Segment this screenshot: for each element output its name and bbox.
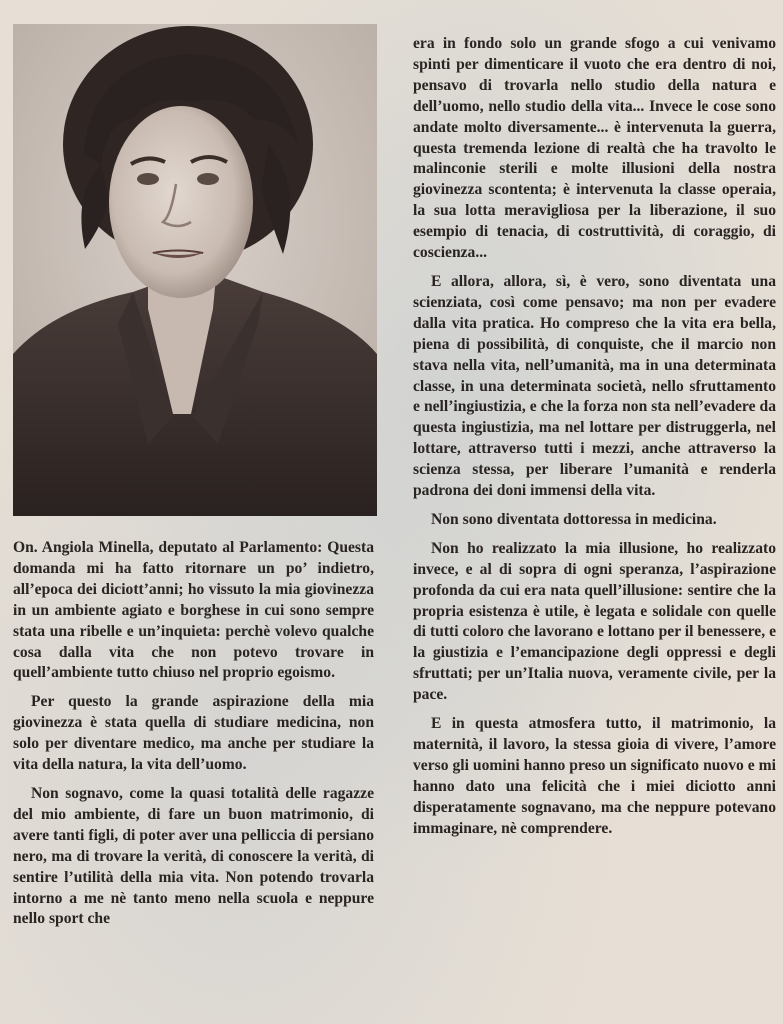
paragraph: Non sognavo, come la quasi totalità delle ragazze del mio ambiente, di fare un buon matrimonio, di avere tanti figli, di poter aver una pelliccia di persiano nero, ma di trovare la verità, di conoscere la verità, di sentire l’utilità della mia vita. Non potendo trovarla intorno a me nè tanto meno nella scuola e neppure nello sport che [13,784,374,928]
paragraph: Per questo la grande aspirazione della mia giovinezza è stata quella di studiare medicina, non solo per diventare medico, ma anche per studiare la vita della natura, la vita dell’uomo. [13,693,374,774]
paragraph: Non sono diventata dottoressa in medicina. [431,510,717,528]
portrait-photo [13,24,377,516]
paragraph: E in questa atmosfera tutto, il matrimonio, la maternità, il lavoro, la stessa gioia di vivere, l’amore verso gli uomini hanno preso un significato nuovo e mi hanno dato una felicità che i miei diciotto anni disperatamente sognavano, ma che neppure potevano immaginare, nè comprendere. [413,715,776,837]
article-right-column [413,34,776,848]
article-left-column [13,538,374,938]
paragraph: era in fondo solo un grande sfogo a cui venivamo spinti per dimenticare il vuoto che era dentro di noi, pensavo di trovarla nello studio della natura e dell’uomo, nello studio della vita... Invece le cose sono andate molto diversamente... è intervenuta la guerra, questa tremenda lezione di realtà che ha travolto le malinconie sterili e molte illusioni della nostra giovinezza scontenta; è intervenuta la classe operaia, la sua lotta meravigliosa per la liberazione, il suo esempio di tenacia, di costruttività, di coraggio, di coscienza... [413,35,776,262]
paragraph: On. Angiola Minella, deputato al Parlamento: Questa domanda mi ha fatto ritornare un po’ indietro, all’epoca dei diciott’anni; ho vissuto la mia giovinezza in un ambiente agiato e borghese in cui sono sempre stata una ribelle e un’inquieta: perchè volevo qualche cosa dalla vita che non potevo trovare in quell’ambiente tutto chiuso nel proprio egoismo. [13,539,374,682]
paragraph: E allora, allora, sì, è vero, sono diventata una scienziata, così come pensavo; ma non per evadere dalla vita pratica. Ho compreso che la vita era bella, piena di possibilità, di conquiste, che il marcio non stava nella vita, nell’umanità, ma in una determinata classe, in una determinata società, nello sfruttamento e nell’ingiustizia, e che la forza non sta nell’evadere da questa ingiustizia, ma nel lottare per distruggerla, nel lottare, attraverso tutti i mezzi, anche attraverso la scienza stessa, per liberare l’umanità e renderla padrona dei doni immensi della vita. [413,272,776,500]
paragraph: Non ho realizzato la mia illusione, ho realizzato invece, e al di sopra di ogni speranza, l’aspirazione profonda da cui era nata quell’illusione: sentire che la propria esistenza è utile, è legata e solidale con quelle di tutti coloro che lavorano e lottano per il benessere, e la giustizia e l’emancipazione degli oppressi e degli sfruttati; per un’Italia nuova, veramente civile, per la pace. [413,539,776,704]
